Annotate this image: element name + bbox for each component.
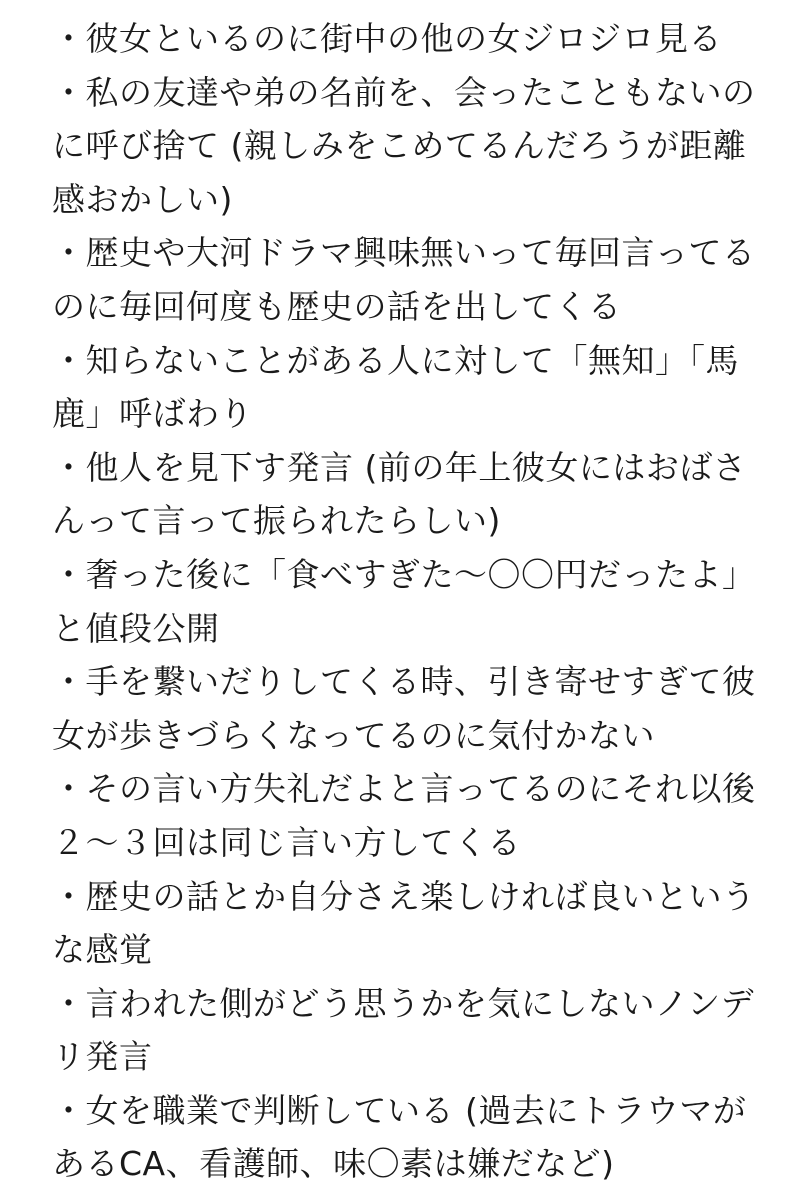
text-line-21: ・女を職業で判断している (過去にトラウマが xyxy=(52,1090,747,1130)
text-line-5: ・歴史や大河ドラマ興味無いって毎回言ってる xyxy=(52,233,756,273)
text-line-6: のに毎回何度も歴史の話を出してくる xyxy=(52,286,622,326)
text-line-8: 鹿」呼ばわり xyxy=(52,394,253,434)
text-line-3: に呼び捨て (親しみをこめてるんだろうが距離 xyxy=(52,126,747,166)
text-line-17: ・歴史の話とか自分さえ楽しければ良いという xyxy=(52,876,756,916)
text-line-10: んって言って振られたらしい) xyxy=(52,501,501,541)
text-line-12: と値段公開 xyxy=(52,608,220,648)
text-line-7: ・知らないことがある人に対して「無知」「馬 xyxy=(52,340,739,380)
text-line-4: 感おかしい) xyxy=(52,179,233,219)
text-line-2: ・私の友達や弟の名前を、会ったこともないの xyxy=(52,72,756,112)
text-line-15: ・その言い方失礼だよと言ってるのにそれ以後 xyxy=(52,769,756,809)
text-line-19: ・言われた側がどう思うかを気にしないノンデ xyxy=(52,983,755,1023)
text-line-22: あるCA、看護師、味〇素は嫌だなど) xyxy=(52,1144,615,1184)
text-line-9: ・他人を見下す発言 (前の年上彼女にはおばさ xyxy=(52,447,747,487)
text-line-1: ・彼女といるのに街中の他の女ジロジロ見る xyxy=(52,19,722,58)
text-line-16: ２〜３回は同じ言い方してくる xyxy=(52,822,521,862)
complaint-list-text xyxy=(52,12,756,1191)
text-line-14: 女が歩きづらくなってるのに気付かない xyxy=(52,715,655,755)
text-line-11: ・奢った後に「食べすぎた〜〇〇円だったよ」 xyxy=(52,554,756,594)
text-line-20: リ発言 xyxy=(52,1037,153,1077)
text-line-13: ・手を繋いだりしてくる時、引き寄せすぎて彼 xyxy=(52,662,756,702)
text-line-18: な感覚 xyxy=(52,930,153,970)
